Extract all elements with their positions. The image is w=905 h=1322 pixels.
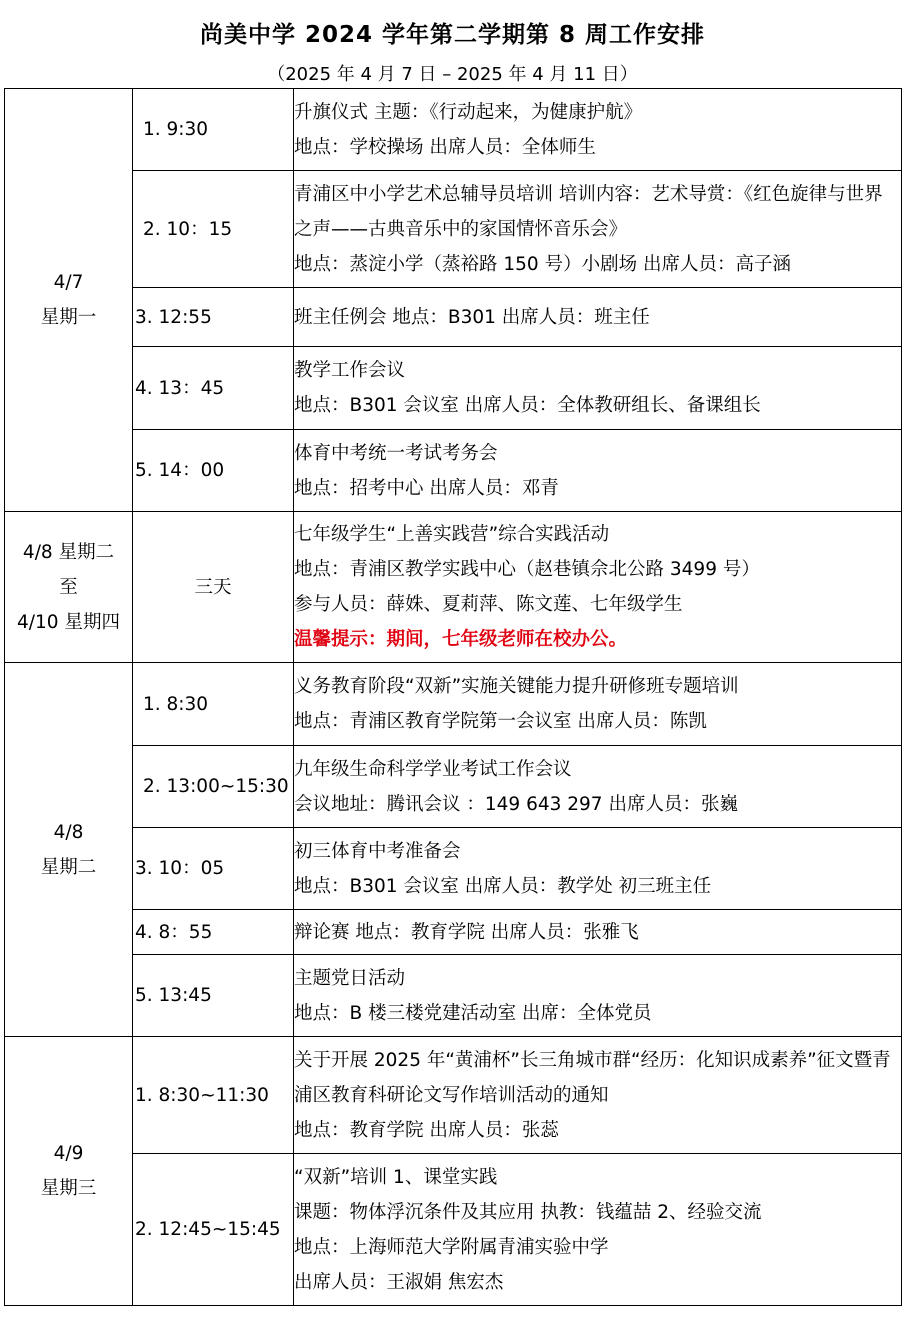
date-label: 4/8 — [53, 821, 84, 843]
event-location: 地点：教育学院 出席人员：张蕊 — [294, 1119, 559, 1141]
table-row — [5, 512, 902, 663]
table-row — [5, 663, 902, 746]
detail-cell — [294, 663, 902, 746]
event-topic: 课题：物体浮沉条件及其应用 执教：钱蕴喆 2、经验交流 — [294, 1201, 762, 1223]
table-row — [5, 955, 902, 1037]
time-cell: 三天 — [133, 512, 294, 663]
table-row — [5, 828, 902, 910]
event-title: 七年级学生“上善实践营”综合实践活动 — [294, 524, 610, 545]
event-title: 教学工作会议 — [294, 360, 406, 381]
time-cell: 5. 13:45 — [133, 955, 294, 1037]
detail-cell — [294, 347, 902, 430]
event-location: 地点：青浦区教育学院第一会议室 出席人员：陈凯 — [294, 711, 707, 732]
event-location: 地点：学校操场 出席人员：全体师生 — [294, 136, 596, 158]
date-label: 4/8 星期二 — [22, 541, 115, 563]
detail-cell — [294, 430, 902, 512]
date-cell — [5, 89, 133, 512]
warning-notice: 温馨提示：期间，七年级老师在校办公。 — [294, 629, 628, 650]
event-location: 地点：B301 会议室 出席人员：全体教研组长、备课组长 — [294, 395, 761, 416]
date-cell — [5, 512, 133, 663]
date-range-subtitle: （2025 年 4 月 7 日 – 2025 年 4 月 11 日） — [267, 64, 638, 85]
date-label: 4/9 — [53, 1143, 84, 1164]
table-row — [5, 347, 902, 430]
event-title: “双新”培训 1、课堂实践 — [294, 1166, 498, 1188]
time-cell: 1. 8:30 — [133, 663, 294, 746]
event-location: 地点：招考中心 出席人员：邓青 — [294, 477, 559, 499]
event-title: 班主任例会 地点：B301 出席人员：班主任 — [294, 306, 650, 328]
table-row — [5, 288, 902, 347]
schedule-table — [4, 88, 902, 1306]
detail-cell — [294, 746, 902, 828]
detail-cell — [294, 288, 902, 347]
event-location: 地点：上海师范大学附属青浦实验中学 — [294, 1236, 609, 1258]
event-location: 地点：青浦区教学实践中心（赵巷镇佘北公路 3499 号） — [294, 559, 760, 580]
event-title: 初三体育中考准备会 — [294, 840, 461, 862]
table-row — [5, 89, 902, 171]
time-cell: 1. 8:30~11:30 — [133, 1037, 294, 1154]
date-label: 4/10 星期四 — [17, 611, 120, 633]
event-title: 体育中考统一考试考务会 — [294, 442, 498, 464]
weekday-label: 星期一 — [40, 307, 97, 328]
event-participants: 参与人员：薛姝、夏莉萍、陈文莲、七年级学生 — [294, 594, 683, 615]
weekday-label: 星期二 — [40, 856, 97, 878]
detail-cell — [294, 910, 902, 955]
time-cell: 2. 13:00~15:30 — [133, 746, 294, 828]
time-cell: 3. 10：05 — [133, 828, 294, 910]
detail-cell — [294, 89, 902, 171]
event-location: 地点：B 楼三楼党建活动室 出席：全体党员 — [294, 1002, 652, 1024]
page-title: 尚美中学 2024 学年第二学期第 8 周工作安排 — [199, 22, 706, 48]
detail-cell — [294, 171, 902, 288]
table-row — [5, 1154, 902, 1306]
event-participants: 出席人员：王淑娟 焦宏杰 — [294, 1271, 504, 1293]
date-label: 4/7 — [53, 272, 84, 293]
event-title: 九年级生命科学学业考试工作会议 — [294, 758, 572, 780]
time-cell: 3. 12:55 — [133, 288, 294, 347]
table-row — [5, 1037, 902, 1154]
event-title: 关于开展 2025 年“黄浦杯”长三角城市群“经历：化知识成素养”征文暨青浦区教育科研论文写作培训活动的通知 — [294, 1049, 891, 1106]
event-location: 地点：蒸淀小学（蒸裕路 150 号）小剧场 出席人员：高子涵 — [294, 253, 791, 275]
detail-cell — [294, 512, 902, 663]
event-title: 主题党日活动 — [294, 967, 406, 989]
event-title: 青浦区中小学艺术总辅导员培训 培训内容：艺术导赏：《红色旋律与世界之声——古典音乐中的家国情怀音乐会》 — [294, 183, 883, 240]
weekday-label: 星期三 — [40, 1178, 97, 1199]
time-cell: 4. 8：55 — [133, 910, 294, 955]
table-row — [5, 910, 902, 955]
table-row — [5, 430, 902, 512]
date-range-connector: 至 — [59, 576, 78, 598]
time-cell: 1. 9:30 — [133, 89, 294, 171]
detail-cell — [294, 828, 902, 910]
table-row — [5, 746, 902, 828]
detail-cell — [294, 1154, 902, 1306]
event-location: 地点：B301 会议室 出席人员：教学处 初三班主任 — [294, 875, 712, 897]
date-cell — [5, 663, 133, 1037]
time-cell: 2. 10：15 — [133, 171, 294, 288]
event-location: 会议地址：腾讯会议 ：149 643 297 出席人员：张巍 — [294, 793, 738, 815]
detail-cell — [294, 1037, 902, 1154]
event-title: 辩论赛 地点：教育学院 出席人员：张雅飞 — [294, 921, 639, 943]
time-cell: 2. 12:45~15:45 — [133, 1154, 294, 1306]
detail-cell — [294, 955, 902, 1037]
event-title: 义务教育阶段“双新”实施关键能力提升研修班专题培训 — [294, 676, 739, 697]
event-title: 升旗仪式 主题：《行动起来，为健康护航》 — [294, 101, 643, 123]
time-cell: 4. 13：45 — [133, 347, 294, 430]
time-cell: 5. 14：00 — [133, 430, 294, 512]
date-cell — [5, 1037, 133, 1306]
table-row — [5, 171, 902, 288]
